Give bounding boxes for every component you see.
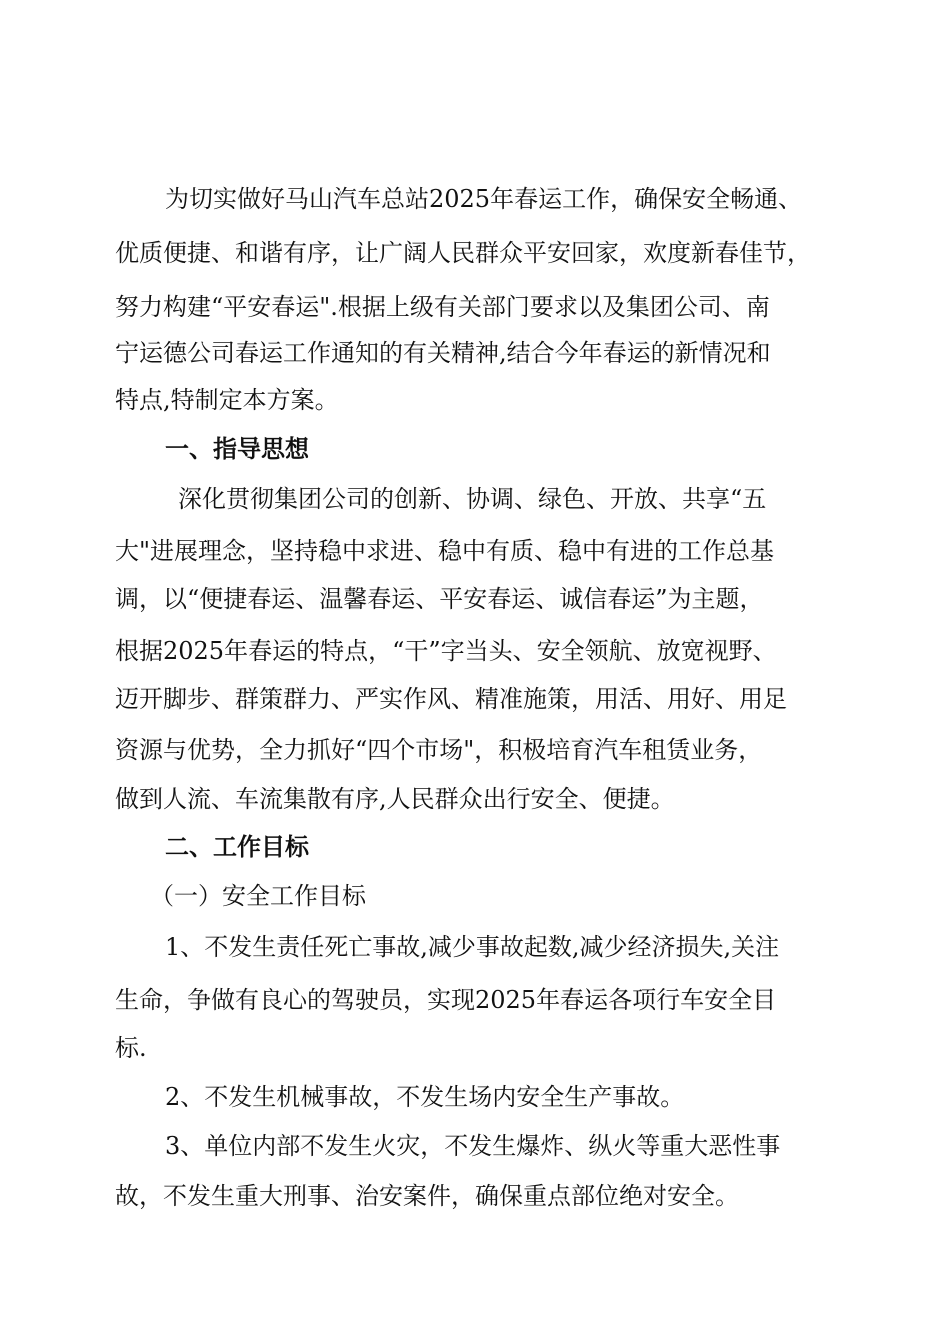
subsection-heading-1: （一）安全工作目标 [150, 882, 366, 910]
para-2-line-7: 做到人流、车流集散有序,人民群众出行安全、便捷。 [115, 785, 675, 813]
para-2-line-4: 根据2025年春运的特点，“干”字当头、安全领航、放宽视野、 [115, 637, 777, 665]
item-2-line-1: 2、不发生机械事故，不发生场内安全生产事故。 [165, 1083, 685, 1111]
para-1-line-2: 优质便捷、和谐有序，让广阔人民群众平安回家，欢度新春佳节， [115, 239, 811, 267]
para-1-line-3: 努力构建“平安春运".根据上级有关部门要求以及集团公司、南 [115, 293, 770, 321]
item-3-line-2: 故，不发生重大刑事、治安案件，确保重点部位绝对安全。 [115, 1182, 739, 1210]
para-1-line-1: 为切实做好马山汽车总站2025年春运工作，确保安全畅通、 [165, 185, 803, 213]
section-heading-2: 二、工作目标 [165, 833, 309, 861]
section-heading-1: 一、指导思想 [165, 435, 309, 463]
para-2-line-1: 深化贯彻集团公司的创新、协调、绿色、开放、共享“五 [178, 485, 767, 513]
para-2-line-6: 资源与优势，全力抓好“四个市场"，积极培育汽车租赁业务， [115, 736, 763, 764]
para-2-line-2: 大"进展理念，坚持稳中求进、稳中有质、稳中有进的工作总基 [115, 537, 775, 565]
item-3-line-1: 3、单位内部不发生火灾，不发生爆炸、纵火等重大恶性事 [165, 1132, 781, 1160]
para-1-line-5: 特点,特制定本方案。 [115, 386, 339, 414]
item-1-line-1: 1、不发生责任死亡事故,减少事故起数,减少经济损失,关注 [165, 933, 780, 961]
item-1-line-2: 生命，争做有良心的驾驶员，实现2025年春运各项行车安全目 [115, 986, 777, 1014]
para-2-line-5: 迈开脚步、群策群力、严实作风、精准施策，用活、用好、用足 [115, 685, 787, 713]
item-1-line-3: 标. [115, 1034, 147, 1062]
para-2-line-3: 调，以“便捷春运、温馨春运、平安春运、诚信春运”为主题， [115, 585, 764, 613]
para-1-line-4: 宁运德公司春运工作通知的有关精神,结合今年春运的新情况和 [115, 339, 771, 367]
